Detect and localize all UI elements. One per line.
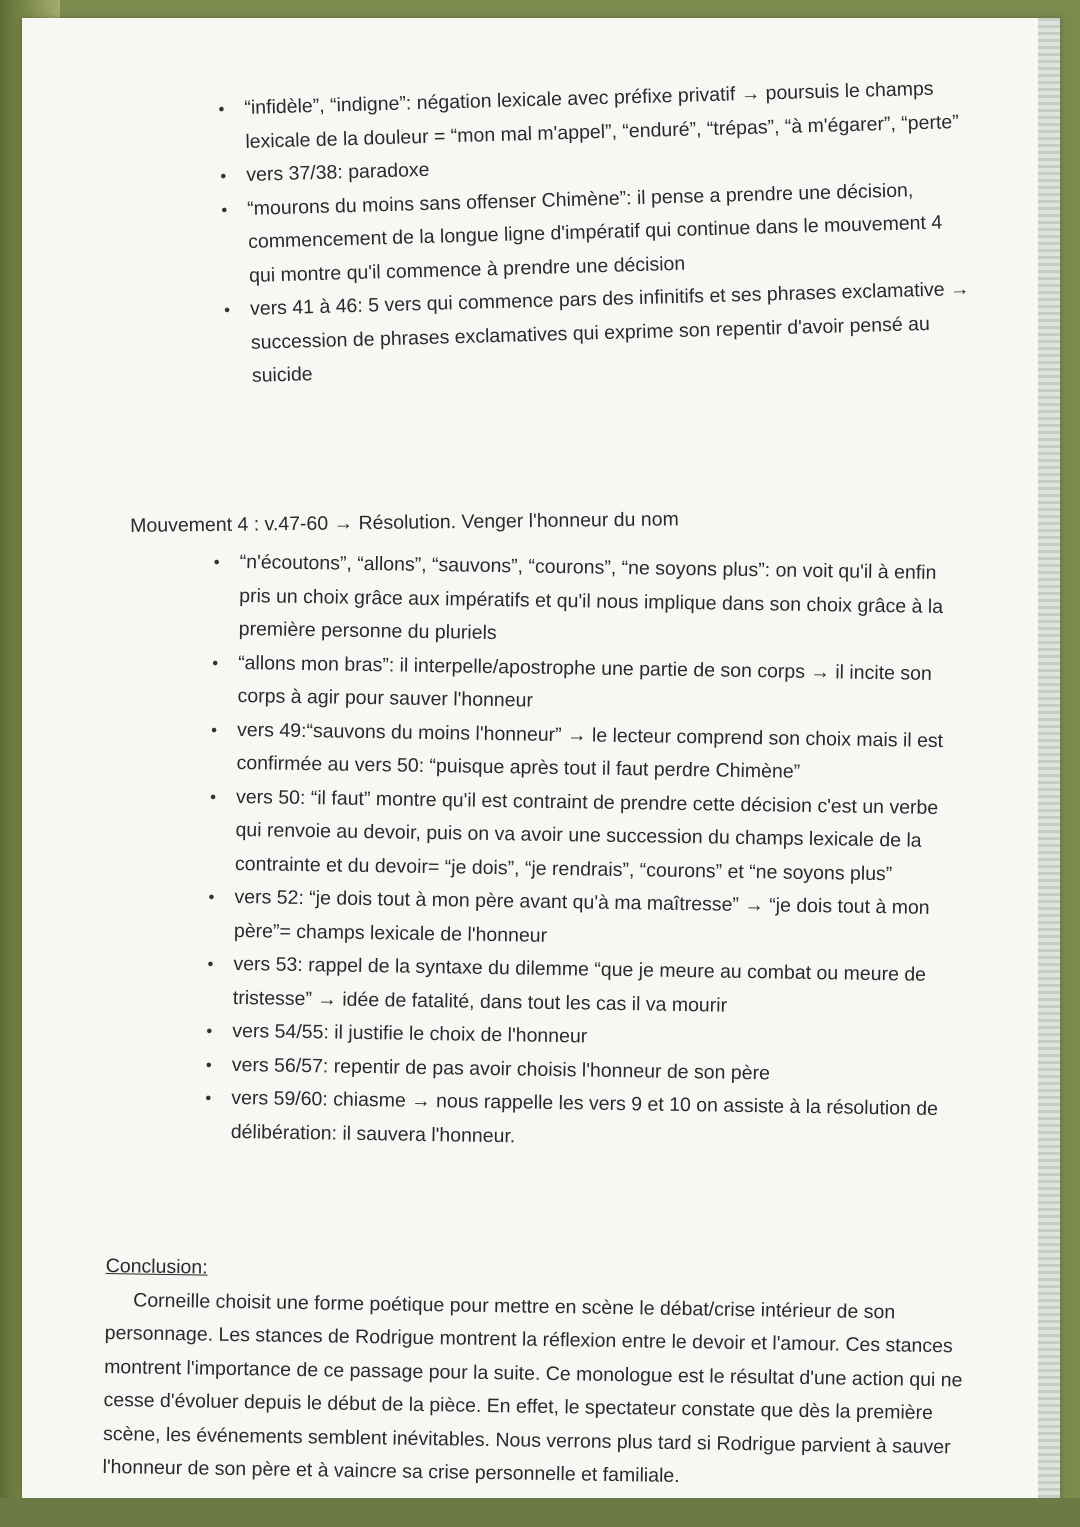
list-item: • vers 50: “il faut” montre qu'il est contraint de prendre cette décision c'est un verbe qui renvoie au devoir, puis on va avoir une succession du champs lexicale de la contrainte et du devoir= “je dois”, “je rendrais”, “courons” et “ne soyons plus” [235, 780, 966, 892]
list-item: • vers 53: rappel de la syntaxe du dilemme “que je meure au combat ou meure de tristesse” → idée de fatalité, dans tout les cas il va mourir [233, 948, 964, 1026]
conclusion-title: Conclusion: [105, 1254, 208, 1279]
mouvement-4-heading: Mouvement 4 : v.47-60 → Résolution. Venger l'honneur du nom [130, 508, 679, 537]
list-item: • vers 37/38: paradoxe [246, 139, 967, 193]
mouvement-3-list [244, 72, 972, 393]
page-content [22, 18, 1060, 1498]
list-item: • vers 52: “je dois tout à mon père avant qu'à ma maîtresse” → “je dois tout à mon père”= champs lexicale de l'honneur [234, 881, 965, 959]
list-item: • “infidèle”, “indigne”: négation lexicale avec préfixe privatif → poursuis le champs lexicale de la douleur = “mon mal m'appel”, “enduré”, “trépas”, “à m'égarer”, “perte” [244, 72, 966, 159]
list-item: • “allons mon bras”: il interpelle/apostrophe une partie de son corps → il incite son corps à agir pour sauver l'honneur [237, 646, 968, 724]
mouvement-4-list [231, 546, 970, 1160]
conclusion-section [102, 1250, 966, 1498]
list-item: • vers 56/57: repentir de pas avoir choisis l'honneur de son père [232, 1048, 962, 1093]
table-bottom-strip [0, 1498, 1080, 1527]
list-item: • vers 54/55: il justifie le choix de l'honneur [232, 1015, 962, 1060]
conclusion-paragraph: Corneille choisit une forme poétique pour mettre en scène le débat/crise intérieur de son personnage. Les stances de Rodrigue montrent la réflexion entre le devoir et l'amour. Ces stances montrent l'importance de ce passage pour la suite. Ce monologue est le résultat d'une action qui ne cesse d'évoluer depuis le début de la pièce. En effet, le spectateur constate que dès la première scène, les événements semblent inévitables. Nous verrons plus tard si Rodrigue parvient à sauver l'honneur de son père et à vaincre sa crise personnelle et familiale. [102, 1288, 963, 1488]
list-item: • vers 49:“sauvons du moins l'honneur” → le lecteur comprend son choix mais il est confirmée au vers 50: “puisque après tout il faut perdre Chimène” [236, 713, 967, 791]
paper-sheet [22, 18, 1060, 1498]
list-item: • vers 59/60: chiasme → nous rappelle les vers 9 et 10 on assiste à la résolution de délibération: il sauvera l'honneur. [231, 1082, 962, 1160]
list-item: • “mourons du moins sans offenser Chimène”: il pense a prendre une décision, commencement de la longue ligne d'impératif qui continue dans le mouvement 4 qui montre qu'il commence à prendre une décision [247, 172, 970, 293]
list-item: • “n'écoutons”, “allons”, “sauvons”, “courons”, “ne soyons plus”: on voit qu'il à enfin pris un choix grâce aux impératifs et qu'il nous implique dans son choix grâce à la première personne du pluriels [238, 546, 969, 658]
list-item: • vers 41 à 46: 5 vers qui commence pars des infinitifs et ses phrases exclamative → succession de phrases exclamatives qui exprime son repentir d'avoir pensé au suicide [250, 273, 973, 394]
